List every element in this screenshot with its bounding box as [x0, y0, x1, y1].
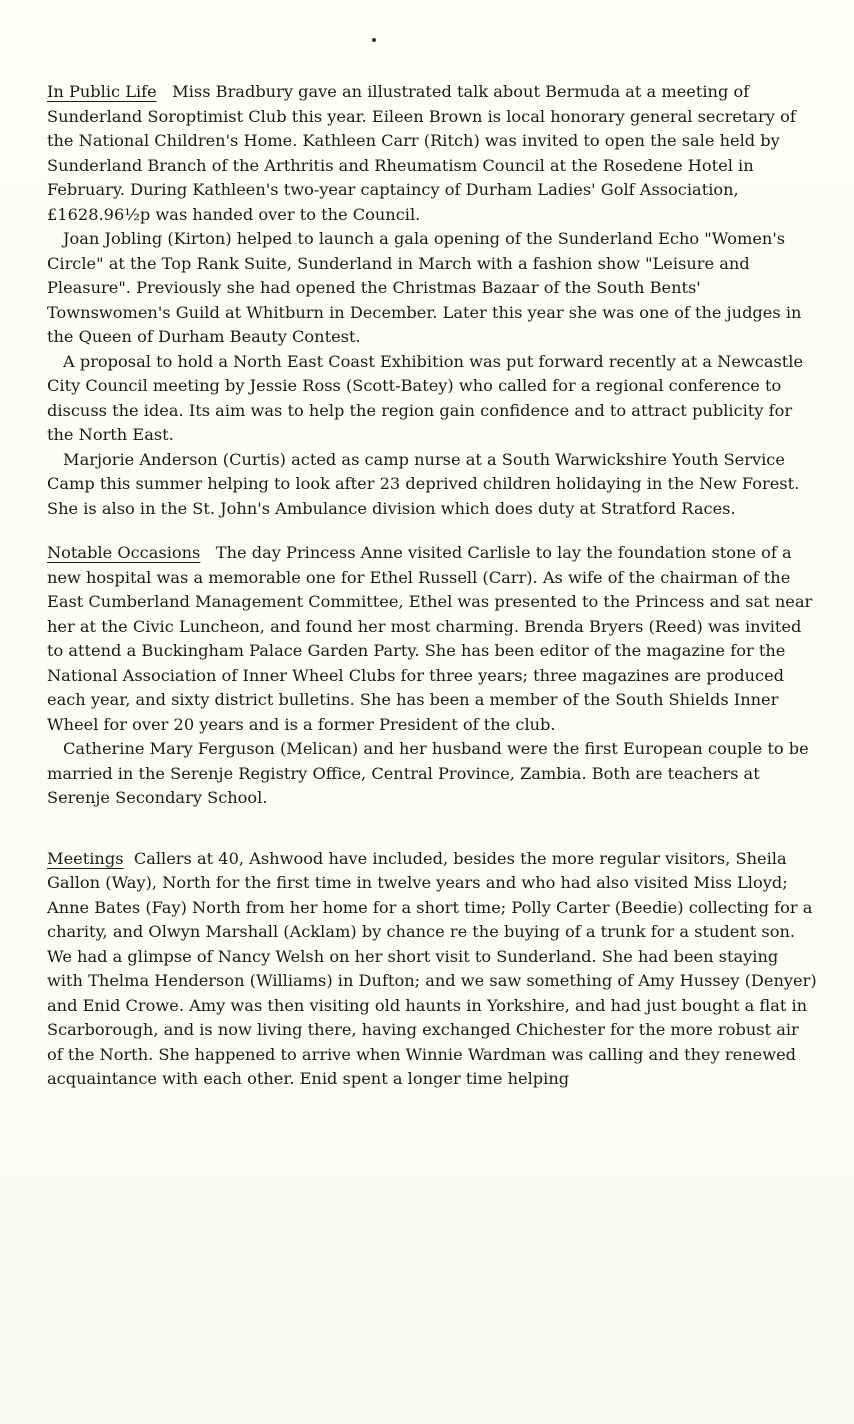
section-meetings-para-1: [47, 847, 817, 1092]
notable-occasions-text-1: The day Princess Anne visited Carlisle to lay the foundation stone of a new hospital was a memorable one for Ethel Russell (Carr). As wife of the chairman of the East Cumberland Management Committee, Ethel was presented to the Princess and sat near her at the Civic Luncheon, and found her most charming. Brenda Bryers (Reed) was invited to attend a Buckingham Palace Garden Party. She has been editor of the magazine for the National Association of Inner Wheel Clubs for three years; three magazines are produced each year, and sixty district bulletins. She has been a member of the South Shields Inner Wheel for over 20 years and is a former President of the club.: [47, 543, 813, 734]
section-notable-occasions-para-2: Catherine Mary Ferguson (Melican) and her husband were the first European couple to be married in the Serenje Registry Office, Central Province, Zambia. Both are teachers at Serenje Secondary School.: [47, 739, 809, 807]
section-notable-occasions-para-1: [47, 541, 817, 737]
section-public-life-para-4: Marjorie Anderson (Curtis) acted as camp nurse at a South Warwickshire Youth Service Camp this summer helping to look after 23 deprived children holidaying in the New Forest. She is also in the St. John's Ambulance division which does duty at Stratford Races.: [47, 449, 800, 518]
section-spacer: [47, 811, 817, 847]
section-spacer: [47, 521, 817, 541]
heading-in-public-life: In Public Life: [47, 82, 157, 101]
public-life-text-1: Miss Bradbury gave an illustrated talk about Bermuda at a meeting of Sunderland Soroptimist Club this year. Eileen Brown is local honorary general secretary of the National Children's Home. Kathleen Carr (Ritch) was invited to open the sale held by Sunderland Branch of the Arthritis and Rheumatism Council at the Rosedene Hotel in February. During Kathleen's two-year captaincy of Durham Ladies' Golf Association, £1628.96½p was handed over to the Council.: [47, 82, 796, 224]
heading-notable-occasions: Notable Occasions: [47, 543, 201, 562]
section-public-life-para-3: A proposal to hold a North East Coast Exhibition was put forward recently at a Newcastle City Council meeting by Jessie Ross (Scott-Batey) who called for a regional conference to discuss the idea. Its aim was to help the region gain confidence and to attract publicity for the North East.: [47, 351, 804, 444]
document-body: [47, 80, 817, 1092]
meetings-text-1: Callers at 40, Ashwood have included, besides the more regular visitors, Sheila Gallon (Way), North for the first time in twelve years and who had also visited Miss Lloyd; Anne Bates (Fay) North from her home for a short time; Polly Carter (Beedie) collecting for a charity, and Olwyn Marshall (Acklam) by chance re the buying of a trunk for a student son. We had a glimpse of Nancy Welsh on her short visit to Sunderland. She had been staying with Thelma Henderson (Williams) in Dufton; and we saw something of Amy Hussey (Denyer) and Enid Crowe. Amy was then visiting old haunts in Yorkshire, and had just bought a flat in Scarborough, and is now living there, having exchanged Chichester for the more robust air of the North. She happened to arrive when Winnie Wardman was calling and they renewed acquaintance with each other. Enid spent a longer time helping: [47, 848, 817, 1088]
page-mark: [372, 38, 376, 42]
section-public-life-para-2: Joan Jobling (Kirton) helped to launch a gala opening of the Sunderland Echo "Women's Circle" at the Top Rank Suite, Sunderland in March with a fashion show "Leisure and Pleasure". Previously she had opened the Christmas Bazaar of the South Bents' Townswomen's Guild at Whitburn in December. Later this year she was one of the judges in the Queen of Durham Beauty Contest.: [47, 229, 802, 346]
section-public-life-para-1: [47, 80, 817, 227]
heading-meetings: Meetings: [47, 848, 124, 868]
